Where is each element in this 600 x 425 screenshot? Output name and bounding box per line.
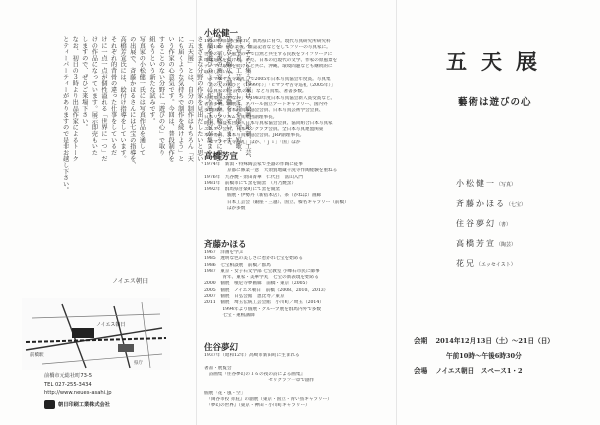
bio-line: セリグラフ一章で創作 [204, 378, 315, 384]
intro-line: 高橋芳宣氏には、絵付け指導をしています。 [119, 36, 127, 162]
bio-sumiya [204, 341, 390, 410]
period-row [414, 335, 554, 345]
bio-line: 「ヒマラヤ古寺巡礼」ほか、「ｊｉ」「国」ほか [204, 139, 301, 145]
artist-entry [456, 218, 526, 229]
bio-line: 詩画集『住谷夢幻の１６の夜の詩による画集』 [204, 371, 306, 377]
event-info [414, 335, 554, 375]
bio-line: 1987 東京・女子石文学部 七宝教室 小峰石市民に師事 [204, 268, 320, 274]
bio-line: 1994年より個展・グループ展を群馬内外で多数 [204, 306, 321, 312]
bio-line: 1981年 前橋市にて窯を開窯 （月乃焼窯） [204, 180, 297, 186]
company-name: 朝日印刷工業株式会社 [58, 402, 110, 408]
bio-line: ユニオン会員、日本ペンクラブ会員。全日本写真連盟関東 [204, 127, 324, 133]
bio-line: 『岡谷市役 赤庇』の創展（東京・国立・青い鳥ギャラリー） [204, 397, 332, 403]
bio-name: 高橋芳宣 [204, 152, 239, 162]
bio-line: 個展・伊勢丹（新宿本店）、茶（かねは）画廊 [204, 193, 322, 199]
bio-line: 京都に修業一意 大須賀地蔵千洗寺作陶経験を重ねる [204, 168, 338, 174]
svg-text:県庁: 県庁 [134, 361, 143, 366]
intro-line: ノイエスに集う作家は、絵画、彫刻、工芸、 [243, 36, 251, 162]
company-logo [44, 400, 110, 410]
intro-line: なお、初日の３時より出品作家によるトーク [71, 36, 79, 162]
artist-name: 斉藤かほる [456, 199, 506, 208]
intro-line: それぞれ的背骨の違った仕事をしているだ [109, 36, 117, 156]
artist-genre: （陶芸） [496, 242, 517, 248]
bio-line: 日本工芸会（銀座・三越）、国立、榛名ギャラリー（前橋） [204, 199, 349, 205]
bio-takahashi [204, 150, 390, 212]
artist-name: 小松健一 [456, 179, 496, 188]
intro-line: しますので、ぜひご来場下さい。 [80, 36, 88, 131]
bio-line: （第1期）を卒業後、雑誌記者などをしてフリーの写真家に。 [204, 45, 331, 51]
website-link[interactable]: http://www.neues-asahi.jp [44, 390, 112, 397]
artist-name: 花兄 [456, 259, 476, 268]
bio-lines [204, 353, 390, 410]
bio-line: 2000 個展 噴尼寺夢画廊 前橋・東京（2005） [204, 281, 311, 287]
phone-number: TEL 027-255-3434 [44, 381, 92, 388]
bio-line: 日本リアリズム写真集団副理事長。 [204, 114, 278, 120]
period-value: 2014年12月13日（土）～21日（日） [435, 337, 554, 345]
bio-name: 住谷夢幻 [204, 343, 239, 353]
bio-komatsu [204, 27, 390, 146]
bio-saito [204, 238, 390, 319]
bio-lines [204, 39, 390, 146]
intro-line: けに一点一点が個性溢れる「世界に一つ」だ [99, 36, 107, 162]
artist-list [456, 178, 526, 269]
svg-text:前橋駅: 前橋駅 [30, 353, 44, 358]
bio-line: ほか多数 [204, 206, 246, 212]
bio-line: 1937年（昭和12年）高崎市新田町に生まれる [204, 353, 300, 358]
intro-line: 組もうという新たな試みです。 [147, 36, 155, 125]
intro-line: 言葉を遊びのように作り出す作家が集まり、 [205, 36, 213, 162]
venue-label: 会場 [414, 367, 428, 375]
fold-line-right [396, 0, 397, 425]
bio-line: 1953年岡山県生まれ。新馬県に育つ。現代写真研究所研究科 [204, 39, 331, 44]
intro-line: けの作品になっています。展示即売もいた [90, 36, 98, 156]
bio-line: 個展「花・風・空」 [204, 390, 246, 396]
artist-genre: （書） [496, 222, 512, 228]
bio-line: 七宝・蓮根講師 [204, 312, 255, 318]
bio-line: 『夢幻の世界』（東京・神田・小川町ギャラリー） [204, 403, 310, 409]
bio-line: 本部委員、日本写真家協会会員。JRP副理事長。 [204, 133, 305, 139]
address-line: 前橋市元総社町73-5 [44, 373, 93, 379]
artist-name: 住谷夢幻 [456, 219, 496, 228]
bio-line: 多数開催。日本写真家協会会員、日本写真芸術学会会員、 [204, 108, 324, 114]
intro-line: ある一夜の酒宴で、盥掌から鞍のように飛ぶ [215, 36, 223, 162]
artist-entry [456, 178, 526, 189]
venue-value: ノイエス朝日 スペース1・2 [435, 367, 523, 375]
artist-entry [456, 198, 526, 209]
artist-genre: （エッセイスト） [476, 262, 516, 268]
bio-lines [204, 250, 390, 319]
logo-mark-icon [44, 400, 55, 409]
intro-line: 小説など幅広く制作活動をしています。 [224, 36, 232, 150]
bio-line: 写真集「おきなわ」で1983年度日本写真協会新人賞受賞など。 [204, 95, 336, 101]
period-label: 会期 [414, 337, 428, 345]
bio-line: 2011 個展 埼玉伝統工芸会館 小川町／埼玉（2014） [204, 300, 324, 306]
bio-line: 「ヒマラヤ古寺巡礼」で2005年日本写真協会年度賞。写真集 [204, 76, 331, 82]
intro-line: 「五天展」とは、自分の制作はもちろん「天 [186, 36, 194, 162]
bio-line: 1986 七宝相談展 前橋／群馬 [204, 262, 271, 268]
access-map [22, 298, 170, 370]
bio-line: 既刊、公益社団法人日本写真家協会会員、協同組合日本写真家 [204, 120, 333, 126]
intro-line: することのない分野に「遊びの心」で取り [157, 36, 165, 156]
bio-line: 著書・展覧会 [204, 365, 232, 371]
artist-entry [456, 238, 526, 249]
bio-line: 取材している。 [204, 70, 237, 76]
bio-name: 斉藤かほる [204, 240, 247, 250]
bio-line: 「写真家の心 詩人の眼」など写真集、著書多数。 [204, 89, 307, 95]
bio-line: 1974年 新潟・特殊陶芸家で杢器の作陶に従事 [204, 162, 303, 167]
intro-line: 書、写真、工芸、そして詩や俳句、短歌、 [234, 36, 242, 156]
artist-genre: （写真） [496, 182, 517, 188]
intro-line: の出展で、斉藤かほるさんには七宝の指導を、 [128, 36, 136, 169]
intro-line: にも届くような気持ちで制作を続けよう」と [176, 36, 184, 162]
bio-line: 1967 洋画を学ぶ [204, 250, 244, 255]
bio-line: テーマに取材を続けると共に、沖縄、環境問題なども継続的に [204, 64, 333, 70]
bio-name: 小松健一 [204, 29, 239, 39]
intro-line: さまざまな分野の作家を見出だしたいと思い、 [195, 36, 203, 169]
bio-line: 2005 個展 ノイエス朝日 前橋（2008、2010、2013） [204, 287, 329, 293]
artist-name: 高橋芳宣 [456, 239, 496, 248]
bio-line: 2007 個展 日弘会館 恵比寿／東京 [204, 294, 285, 300]
hours-value: 午前10時～午後6時30分 [446, 352, 522, 360]
bio-line: 1985 透明な色の美しさに惹かれ七宝を始める [204, 256, 303, 262]
bio-line: 地球巡礼を続ける。また、日本の近現代の文学、作家の原風景を [204, 57, 338, 63]
artist-genre: （七宝） [506, 202, 527, 208]
bio-line: 1992年 群馬県甘楽町にて窯を開窯 [204, 187, 281, 193]
bio-lines [204, 162, 390, 212]
exhibition-subtitle: 藝術は遊びの心 [458, 97, 532, 108]
intro-line: とティーパーティーがありますので是非お越し下さい。 [61, 36, 69, 194]
bio-line: 「雲の上の人びと（1999年）」「ヒマラヤ古寺巡礼（2005年）」 [204, 83, 336, 89]
venue-row [414, 365, 554, 375]
artist-entry [456, 258, 526, 269]
intro-signature: ノイエス朝日 [112, 278, 149, 285]
address-block [44, 372, 112, 398]
svg-text:ノイエス朝日: ノイエス朝日 [96, 322, 126, 328]
bio-line: 青年、東家・美華学丸 七宝の新表現を始める [204, 275, 319, 281]
intro-line: 写真家の小松健一氏には写真作品を通して [138, 36, 146, 156]
exhibition-title: 五天展 [446, 49, 551, 74]
intro-line: いう作家の心意気です。今回は、普段制作を [167, 36, 175, 162]
bio-line: 著書多数。個展は、ネパール国立アートギャラリー、国内外 [204, 101, 328, 107]
bio-line: 世界の厳しい風土の中で自然と共生する民族をライフワークに [204, 51, 333, 57]
bio-line: 1976年 九谷焼・須田菁華 仁代目 富山入門 [204, 174, 303, 180]
